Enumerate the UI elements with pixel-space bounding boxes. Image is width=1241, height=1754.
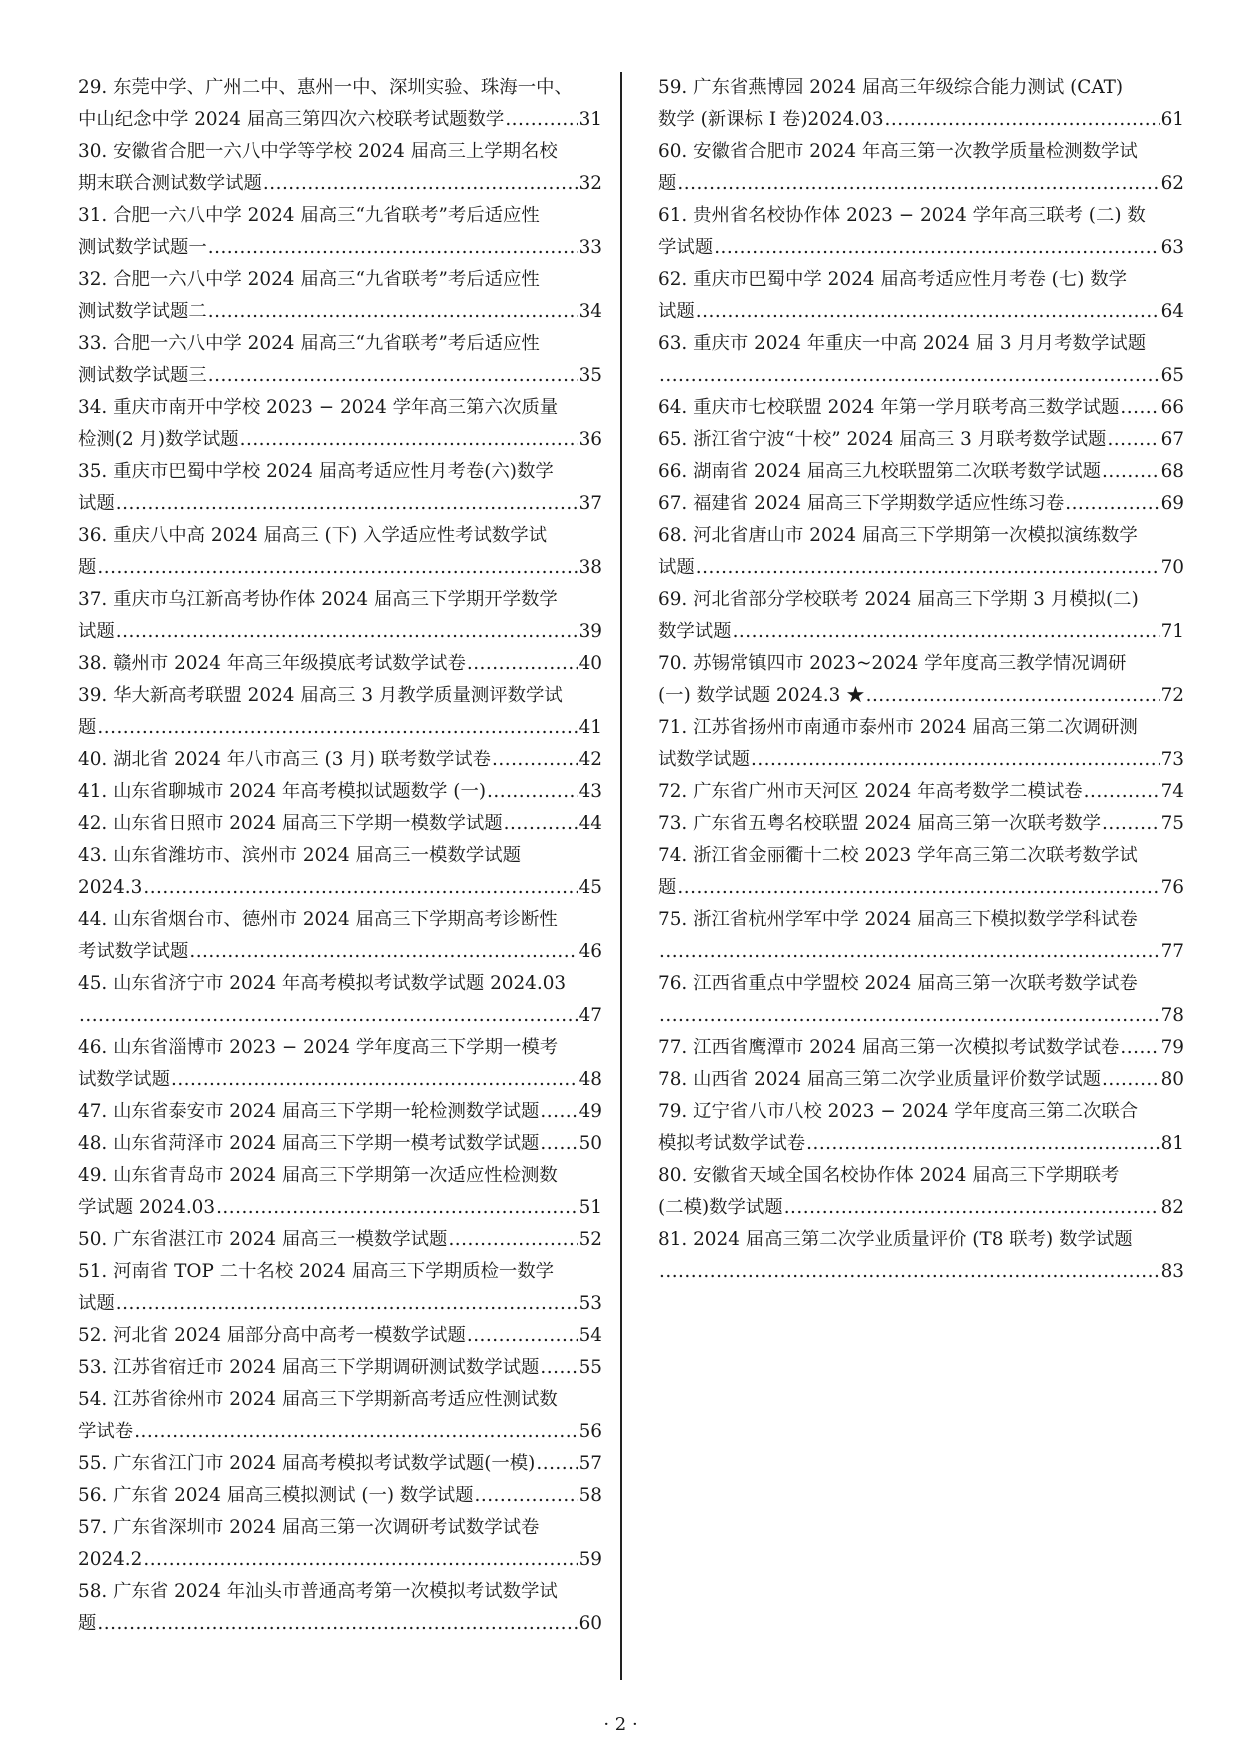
dot-leader <box>216 1192 578 1224</box>
toc-entry[interactable] <box>78 1128 602 1160</box>
toc-page-number: 56 <box>578 1421 602 1442</box>
toc-entry-title: 72. 广东省广州市天河区 2024 年高考数学二模试卷 <box>658 781 1083 802</box>
toc-entry-title: 测试数学试题三 <box>78 365 207 386</box>
toc-page-number: 40 <box>578 653 602 674</box>
toc-entry-title: 期末联合测试数学试题 <box>78 173 262 194</box>
toc-entry[interactable] <box>658 392 1184 424</box>
toc-entry-title: 68. 河北省唐山市 2024 届高三下学期第一次模拟演练数学 <box>658 525 1138 546</box>
toc-page-number: 77 <box>1160 941 1184 962</box>
toc-entry[interactable] <box>78 1320 602 1352</box>
toc-page-number: 66 <box>1160 397 1184 418</box>
toc-entry-title: 题 <box>658 877 677 898</box>
toc-entry-title: 30. 安徽省合肥一六八中学等学校 2024 届高三上学期名校 <box>78 141 558 162</box>
toc-page-number: 38 <box>578 557 602 578</box>
toc-entry-title: (一) 数学试题 2024.3 ★ <box>658 685 865 706</box>
toc-entry-title: 38. 赣州市 2024 年高三年级摸底考试数学试卷 <box>78 653 466 674</box>
dot-leader <box>208 296 578 328</box>
toc-page-number: 53 <box>578 1293 602 1314</box>
toc-entry[interactable] <box>658 264 1184 328</box>
toc-entry[interactable] <box>658 200 1184 264</box>
dot-leader <box>134 1416 577 1448</box>
dot-leader <box>208 360 578 392</box>
dot-leader <box>659 360 1160 392</box>
toc-entry-title: 77. 江西省鹰潭市 2024 届高三第一次模拟考试数学试卷 <box>658 1037 1120 1058</box>
toc-page-number: 35 <box>578 365 602 386</box>
toc-entry[interactable] <box>78 136 602 200</box>
toc-page-number: 31 <box>578 109 602 130</box>
toc-page-number: 80 <box>1160 1069 1184 1090</box>
dot-leader <box>448 1224 577 1256</box>
toc-entry[interactable] <box>78 1256 602 1320</box>
dot-leader <box>540 1352 577 1384</box>
toc-entry[interactable] <box>658 712 1184 776</box>
toc-page-number: 50 <box>578 1133 602 1154</box>
toc-entry[interactable] <box>78 904 602 968</box>
toc-entry[interactable] <box>658 72 1184 136</box>
dot-leader <box>733 616 1160 648</box>
toc-entry-title: 32. 合肥一六八中学 2024 届高三“九省联考”考后适应性 <box>78 269 540 290</box>
toc-entry-title: 42. 山东省日照市 2024 届高三下学期一模数学试题 <box>78 813 503 834</box>
toc-entry-title: 49. 山东省青岛市 2024 届高三下学期第一次适应性检测数 <box>78 1165 558 1186</box>
toc-page-number: 58 <box>578 1485 602 1506</box>
toc-entry[interactable] <box>78 1224 602 1256</box>
toc-page-number: 79 <box>1160 1037 1184 1058</box>
toc-page-number: 81 <box>1160 1133 1184 1154</box>
toc-entry-title: 75. 浙江省杭州学军中学 2024 届高三下模拟数学学科试卷 <box>658 909 1138 930</box>
toc-entry[interactable] <box>78 1448 602 1480</box>
dot-leader <box>97 712 577 744</box>
dot-leader <box>116 488 578 520</box>
toc-page-number: 61 <box>1160 109 1184 130</box>
toc-entry-title: 33. 合肥一六八中学 2024 届高三“九省联考”考后适应性 <box>78 333 540 354</box>
toc-entry-title: 64. 重庆市七校联盟 2024 年第一学月联考高三数学试题 <box>658 397 1120 418</box>
toc-page-number: 73 <box>1160 749 1184 770</box>
toc-entry-title: 79. 辽宁省八市八校 2023 − 2024 学年度高三第二次联合 <box>658 1101 1139 1122</box>
toc-entry-title: 考试数学试题 <box>78 941 189 962</box>
dot-leader <box>97 552 577 584</box>
dot-leader <box>208 232 578 264</box>
dot-leader <box>536 1448 577 1480</box>
toc-entry-title: 37. 重庆市乌江新高考协作体 2024 届高三下学期开学数学 <box>78 589 558 610</box>
dot-leader <box>143 872 577 904</box>
toc-page-number: 39 <box>578 621 602 642</box>
toc-entry[interactable] <box>78 1352 602 1384</box>
toc-entry-title: 52. 河北省 2024 届部分高中高考一模数学试题 <box>78 1325 466 1346</box>
toc-entry[interactable] <box>658 1032 1184 1064</box>
toc-entry-title: 学试卷 <box>78 1421 134 1442</box>
toc-page-number: 82 <box>1160 1197 1184 1218</box>
toc-entry-title: 59. 广东省燕博园 2024 届高三年级综合能力测试 (CAT) <box>658 77 1124 98</box>
toc-entry[interactable] <box>658 968 1184 1032</box>
toc-page-number: 62 <box>1160 173 1184 194</box>
toc-entry-title: 51. 河南省 TOP 二十名校 2024 届高三下学期质检一数学 <box>78 1261 555 1282</box>
toc-entry[interactable] <box>658 328 1184 392</box>
dot-leader <box>467 648 578 680</box>
toc-entry-title: 题 <box>658 173 677 194</box>
dot-leader <box>171 1064 578 1096</box>
dot-leader <box>1120 392 1159 424</box>
toc-entry-title: 数学试题 <box>658 621 732 642</box>
toc-entry-title: 45. 山东省济宁市 2024 年高考模拟考试数学试题 2024.03 <box>78 973 567 994</box>
toc-entry[interactable] <box>658 584 1184 648</box>
dot-leader <box>79 1000 578 1032</box>
toc-page-number: 59 <box>578 1549 602 1570</box>
toc-entry-title: 题 <box>78 1613 97 1634</box>
toc-page-number: 60 <box>578 1613 602 1634</box>
dot-leader <box>659 1000 1160 1032</box>
toc-entry-title: 76. 江西省重点中学盟校 2024 届高三第一次联考数学试卷 <box>658 973 1138 994</box>
toc-page-number: 32 <box>578 173 602 194</box>
toc-entry-title: 题 <box>78 557 97 578</box>
toc-page-number: 44 <box>578 813 602 834</box>
toc-page-number: 63 <box>1160 237 1184 258</box>
toc-entry-title: 62. 重庆市巴蜀中学 2024 届高考适应性月考卷 (七) 数学 <box>658 269 1128 290</box>
toc-page-number: 51 <box>578 1197 602 1218</box>
toc-page-number: 45 <box>578 877 602 898</box>
dot-leader <box>866 680 1160 712</box>
toc-entry-title: 80. 安徽省天域全国名校协作体 2024 届高三下学期联考 <box>658 1165 1120 1186</box>
toc-page-number: 54 <box>578 1325 602 1346</box>
toc-entry-title: 试题 <box>78 1293 115 1314</box>
toc-entry[interactable] <box>78 680 602 744</box>
toc-entry[interactable] <box>658 840 1184 904</box>
dot-leader <box>116 1288 578 1320</box>
toc-entry[interactable] <box>78 776 602 808</box>
toc-entry-title: 2024.3 <box>78 877 143 898</box>
toc-page-number: 43 <box>578 781 602 802</box>
toc-entry-title: (二模)数学试题 <box>658 1197 783 1218</box>
toc-entry[interactable] <box>658 520 1184 584</box>
dot-leader <box>885 104 1160 136</box>
toc-entry[interactable] <box>658 776 1184 808</box>
dot-leader <box>143 1544 577 1576</box>
dot-leader <box>714 232 1159 264</box>
toc-page-number: 41 <box>578 717 602 738</box>
dot-leader <box>696 552 1160 584</box>
toc-page-number: 65 <box>1160 365 1184 386</box>
dot-leader <box>504 808 578 840</box>
toc-entry-title: 试题 <box>658 557 695 578</box>
toc-entry-title: 63. 重庆市 2024 年重庆一中高 2024 届 3 月月考数学试题 <box>658 333 1147 354</box>
toc-page-number: 55 <box>578 1357 602 1378</box>
dot-leader <box>677 168 1159 200</box>
toc-entry-title: 学试题 2024.03 <box>78 1197 216 1218</box>
page-number: · 2 · <box>603 1714 638 1735</box>
toc-entry-title: 47. 山东省泰安市 2024 届高三下学期一轮检测数学试题 <box>78 1101 540 1122</box>
toc-page-number: 36 <box>578 429 602 450</box>
dot-leader <box>806 1128 1159 1160</box>
toc-entry[interactable] <box>78 72 602 136</box>
dot-leader <box>1120 1032 1159 1064</box>
toc-entry-title: 57. 广东省深圳市 2024 届高三第一次调研考试数学试卷 <box>78 1517 540 1538</box>
toc-page-number: 72 <box>1160 685 1184 706</box>
toc-page-number: 67 <box>1160 429 1184 450</box>
toc-entry-title: 41. 山东省聊城市 2024 年高考模拟试题数学 (一) <box>78 781 487 802</box>
toc-entry-title: 题 <box>78 717 97 738</box>
toc-page-number: 78 <box>1160 1005 1184 1026</box>
dot-leader <box>1102 1064 1160 1096</box>
toc-entry[interactable] <box>658 1160 1184 1224</box>
toc-entry-title: 60. 安徽省合肥市 2024 年高三第一次教学质量检测数学试 <box>658 141 1138 162</box>
dot-leader <box>1107 424 1159 456</box>
toc-page-number: 64 <box>1160 301 1184 322</box>
dot-leader <box>467 1320 578 1352</box>
toc-entry-title: 43. 山东省潍坊市、滨州市 2024 届高三一模数学试题 <box>78 845 522 866</box>
toc-entry[interactable] <box>78 456 602 520</box>
toc-page-number: 42 <box>578 749 602 770</box>
dot-leader <box>1065 488 1159 520</box>
toc-entry-title: 试题 <box>78 493 115 514</box>
toc-entry[interactable] <box>78 1032 602 1096</box>
toc-page-number: 46 <box>578 941 602 962</box>
toc-page-number: 76 <box>1160 877 1184 898</box>
toc-entry[interactable] <box>658 808 1184 840</box>
toc-entry[interactable] <box>658 648 1184 712</box>
toc-entry-title: 69. 河北省部分学校联考 2024 届高三下学期 3 月模拟(二) <box>658 589 1139 610</box>
toc-entry-title: 2024.2 <box>78 1549 143 1570</box>
toc-entry[interactable] <box>78 1576 602 1640</box>
toc-page-number: 83 <box>1160 1261 1184 1282</box>
toc-entry[interactable] <box>658 136 1184 200</box>
toc-page-number: 52 <box>578 1229 602 1250</box>
toc-entry[interactable] <box>658 1224 1184 1288</box>
toc-entry[interactable] <box>78 200 602 264</box>
toc-entry-title: 试数学试题 <box>658 749 750 770</box>
toc-entry[interactable] <box>78 1512 602 1576</box>
dot-leader <box>492 744 578 776</box>
toc-entry[interactable] <box>78 1480 602 1512</box>
toc-entry-title: 检测(2 月)数学试题 <box>78 429 239 450</box>
toc-entry-title: 61. 贵州省名校协作体 2023 − 2024 学年高三联考 (二) 数 <box>658 205 1146 226</box>
toc-entry[interactable] <box>658 904 1184 968</box>
toc-entry[interactable] <box>78 840 602 904</box>
toc-column-right <box>658 72 1184 1288</box>
toc-page-number: 71 <box>1160 621 1184 642</box>
column-divider <box>620 72 622 1680</box>
toc-page-number: 34 <box>578 301 602 322</box>
toc-column-left <box>78 72 602 1640</box>
toc-page-number: 74 <box>1160 781 1184 802</box>
toc-entry-title: 中山纪念中学 2024 届高三第四次六校联考试题数学 <box>78 109 505 130</box>
toc-entry-title: 66. 湖南省 2024 届高三九校联盟第二次联考数学试题 <box>658 461 1102 482</box>
toc-page-number: 48 <box>578 1069 602 1090</box>
toc-entry-title: 78. 山西省 2024 届高三第二次学业质量评价数学试题 <box>658 1069 1102 1090</box>
toc-entry[interactable] <box>658 424 1184 456</box>
toc-page-number: 33 <box>578 237 602 258</box>
toc-entry-title: 学试题 <box>658 237 714 258</box>
toc-entry-title: 54. 江苏省徐州市 2024 届高三下学期新高考适应性测试数 <box>78 1389 558 1410</box>
dot-leader <box>505 104 577 136</box>
toc-entry-title: 试题 <box>78 621 115 642</box>
toc-entry[interactable] <box>78 968 602 1032</box>
toc-page-number: 57 <box>578 1453 602 1474</box>
toc-entry-title: 试题 <box>658 301 695 322</box>
toc-entry-title: 44. 山东省烟台市、德州市 2024 届高三下学期高考诊断性 <box>78 909 558 930</box>
toc-page-number: 70 <box>1160 557 1184 578</box>
toc-entry[interactable] <box>78 808 602 840</box>
toc-entry[interactable] <box>78 264 602 328</box>
toc-page-number: 69 <box>1160 493 1184 514</box>
toc-entry-title: 56. 广东省 2024 届高三模拟测试 (一) 数学试题 <box>78 1485 474 1506</box>
dot-leader <box>116 616 578 648</box>
toc-entry-title: 36. 重庆八中高 2024 届高三 (下) 入学适应性考试数学试 <box>78 525 548 546</box>
toc-entry[interactable] <box>658 1064 1184 1096</box>
dot-leader <box>1084 776 1160 808</box>
toc-entry[interactable] <box>78 648 602 680</box>
toc-entry-title: 29. 东莞中学、广州二中、惠州一中、深圳实验、珠海一中、 <box>78 77 573 98</box>
toc-entry[interactable] <box>78 328 602 392</box>
dot-leader <box>189 936 577 968</box>
toc-entry[interactable] <box>658 488 1184 520</box>
toc-entry-title: 模拟考试数学试卷 <box>658 1133 806 1154</box>
toc-entry-title: 40. 湖北省 2024 年八市高三 (3 月) 联考数学试卷 <box>78 749 492 770</box>
dot-leader <box>540 1128 577 1160</box>
toc-entry[interactable] <box>78 1096 602 1128</box>
dot-leader <box>659 1256 1160 1288</box>
toc-entry[interactable] <box>658 1096 1184 1160</box>
dot-leader <box>475 1480 578 1512</box>
dot-leader <box>677 872 1159 904</box>
toc-entry-title: 67. 福建省 2024 届高三下学期数学适应性练习卷 <box>658 493 1065 514</box>
toc-entry[interactable] <box>78 1384 602 1448</box>
dot-leader <box>1102 808 1160 840</box>
toc-entry[interactable] <box>658 456 1184 488</box>
toc-entry-title: 31. 合肥一六八中学 2024 届高三“九省联考”考后适应性 <box>78 205 540 226</box>
toc-entry-title: 试数学试题 <box>78 1069 170 1090</box>
toc-entry-title: 35. 重庆市巴蜀中学校 2024 届高考适应性月考卷(六)数学 <box>78 461 554 482</box>
dot-leader <box>659 936 1160 968</box>
toc-entry[interactable] <box>78 392 602 456</box>
toc-page-number: 75 <box>1160 813 1184 834</box>
dot-leader <box>240 424 578 456</box>
toc-entry-title: 34. 重庆市南开中学校 2023 − 2024 学年高三第六次质量 <box>78 397 559 418</box>
toc-entry-title: 81. 2024 届高三第二次学业质量评价 (T8 联考) 数学试题 <box>658 1229 1133 1250</box>
toc-entry-title: 58. 广东省 2024 年汕头市普通高考第一次模拟考试数学试 <box>78 1581 558 1602</box>
toc-entry-title: 测试数学试题一 <box>78 237 207 258</box>
dot-leader <box>263 168 578 200</box>
dot-leader <box>1102 456 1160 488</box>
dot-leader <box>751 744 1160 776</box>
toc-entry-title: 48. 山东省菏泽市 2024 届高三下学期一模考试数学试题 <box>78 1133 540 1154</box>
toc-entry-title: 71. 江苏省扬州市南通市泰州市 2024 届高三第二次调研测 <box>658 717 1138 738</box>
toc-entry-title: 测试数学试题二 <box>78 301 207 322</box>
toc-entry-title: 39. 华大新高考联盟 2024 届高三 3 月教学质量测评数学试 <box>78 685 563 706</box>
toc-page-number: 49 <box>578 1101 602 1122</box>
toc-entry-title: 74. 浙江省金丽衢十二校 2023 学年高三第二次联考数学试 <box>658 845 1138 866</box>
dot-leader <box>97 1608 577 1640</box>
dot-leader <box>696 296 1160 328</box>
toc-entry-title: 73. 广东省五粤名校联盟 2024 届高三第一次联考数学 <box>658 813 1102 834</box>
toc-entry-title: 53. 江苏省宿迁市 2024 届高三下学期调研测试数学试题 <box>78 1357 540 1378</box>
toc-entry-title: 46. 山东省淄博市 2023 − 2024 学年度高三下学期一模考 <box>78 1037 559 1058</box>
toc-entry[interactable] <box>78 1160 602 1224</box>
toc-page-number: 47 <box>578 1005 602 1026</box>
toc-page-number: 37 <box>578 493 602 514</box>
toc-entry[interactable] <box>78 520 602 584</box>
toc-entry-title: 65. 浙江省宁波“十校” 2024 届高三 3 月联考数学试题 <box>658 429 1107 450</box>
toc-entry-title: 数学 (新课标 I 卷)2024.03 <box>658 109 884 130</box>
toc-entry-title: 55. 广东省江门市 2024 届高考模拟考试数学试题(一模) <box>78 1453 536 1474</box>
toc-entry-title: 70. 苏锡常镇四市 2023~2024 学年度高三教学情况调研 <box>658 653 1127 674</box>
dot-leader <box>540 1096 577 1128</box>
dot-leader <box>487 776 578 808</box>
toc-page-number: 68 <box>1160 461 1184 482</box>
toc-entry[interactable] <box>78 584 602 648</box>
dot-leader <box>784 1192 1160 1224</box>
toc-entry[interactable] <box>78 744 602 776</box>
toc-entry-title: 50. 广东省湛江市 2024 届高三一模数学试题 <box>78 1229 448 1250</box>
